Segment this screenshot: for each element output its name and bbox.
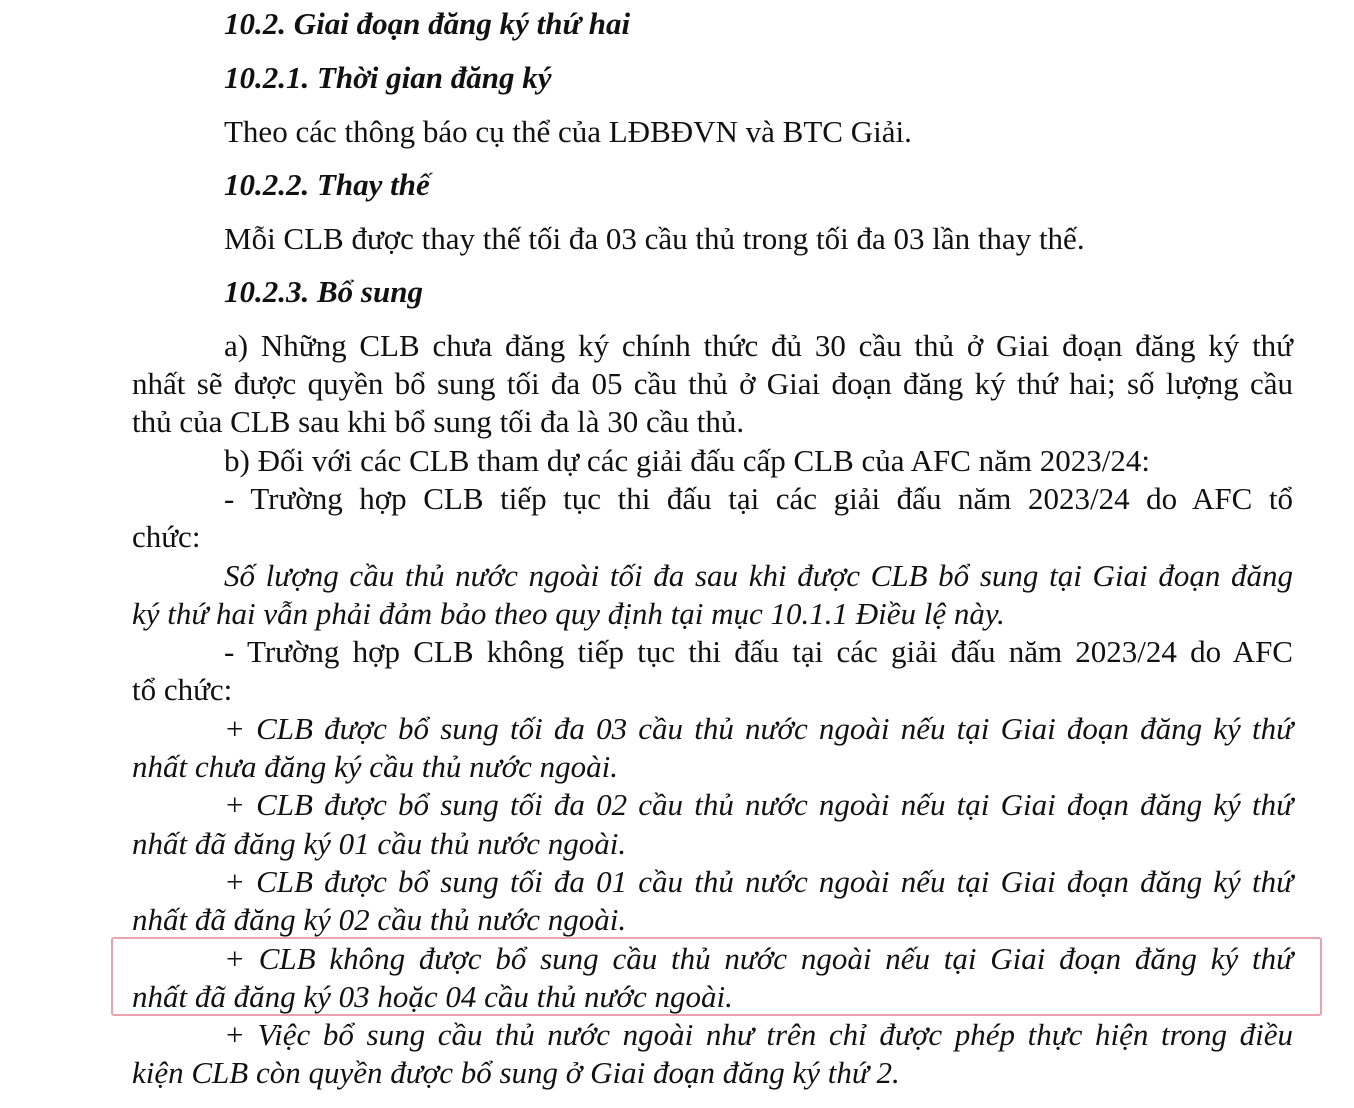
rule4-line-1: + CLB không được bổ sung cầu thủ nước ngoài nếu tại Giai đoạn đăng ký thứ	[224, 941, 1293, 976]
rule4-line-2: nhất đã đăng ký 03 hoặc 04 cầu thủ nước ngoài.	[132, 979, 733, 1014]
paragraph-b-line-1: b) Đối với các CLB tham dự các giải đấu cấp CLB của AFC năm 2023/24:	[224, 443, 1150, 478]
case1-note-line-2: ký thứ hai vẫn phải đảm bảo theo quy định tại mục 10.1.1 Điều lệ này.	[132, 596, 1005, 631]
paragraph-replacement: Mỗi CLB được thay thế tối đa 03 cầu thủ trong tối đa 03 lần thay thế.	[224, 221, 1085, 256]
case1-line-2: chức:	[132, 519, 201, 554]
case1-note-line-1: Số lượng cầu thủ nước ngoài tối đa sau khi được CLB bổ sung tại Giai đoạn đăng	[224, 558, 1293, 593]
paragraph-a-line-2: nhất sẽ được quyền bổ sung tối đa 05 cầu thủ ở Giai đoạn đăng ký thứ hai; số lượng cầu	[132, 366, 1293, 401]
heading-10-2-2: 10.2.2. Thay thế	[224, 167, 430, 202]
case1-line-1: - Trường hợp CLB tiếp tục thi đấu tại các giải đấu năm 2023/24 do AFC tổ	[224, 481, 1293, 516]
rule3-line-1: + CLB được bổ sung tối đa 01 cầu thủ nước ngoài nếu tại Giai đoạn đăng ký thứ	[224, 864, 1293, 899]
paragraph-a-line-1: a) Những CLB chưa đăng ký chính thức đủ 30 cầu thủ ở Giai đoạn đăng ký thứ	[224, 328, 1293, 363]
rule5-line-2: kiện CLB còn quyền được bổ sung ở Giai đoạn đăng ký thứ 2.	[132, 1055, 900, 1090]
rule3-line-2: nhất đã đăng ký 02 cầu thủ nước ngoài.	[132, 902, 627, 937]
rule1-line-1: + CLB được bổ sung tối đa 03 cầu thủ nước ngoài nếu tại Giai đoạn đăng ký thứ	[224, 711, 1293, 746]
heading-10-2-3: 10.2.3. Bổ sung	[224, 274, 423, 309]
rule2-line-2: nhất đã đăng ký 01 cầu thủ nước ngoài.	[132, 826, 627, 861]
heading-10-2: 10.2. Giai đoạn đăng ký thứ hai	[224, 6, 631, 41]
case2-line-2: tổ chức:	[132, 672, 233, 707]
rule5-line-1: + Việc bổ sung cầu thủ nước ngoài như trên chỉ được phép thực hiện trong điều	[224, 1017, 1293, 1052]
rule2-line-1: + CLB được bổ sung tối đa 02 cầu thủ nước ngoài nếu tại Giai đoạn đăng ký thứ	[224, 787, 1293, 822]
rule1-line-2: nhất chưa đăng ký cầu thủ nước ngoài.	[132, 749, 618, 784]
heading-10-2-1: 10.2.1. Thời gian đăng ký	[224, 60, 552, 95]
paragraph-a-line-3: thủ của CLB sau khi bổ sung tối đa là 30 cầu thủ.	[132, 404, 745, 439]
paragraph-registration-time: Theo các thông báo cụ thể của LĐBĐVN và BTC Giải.	[224, 114, 912, 149]
case2-line-1: - Trường hợp CLB không tiếp tục thi đấu tại các giải đấu năm 2023/24 do AFC	[224, 634, 1293, 669]
